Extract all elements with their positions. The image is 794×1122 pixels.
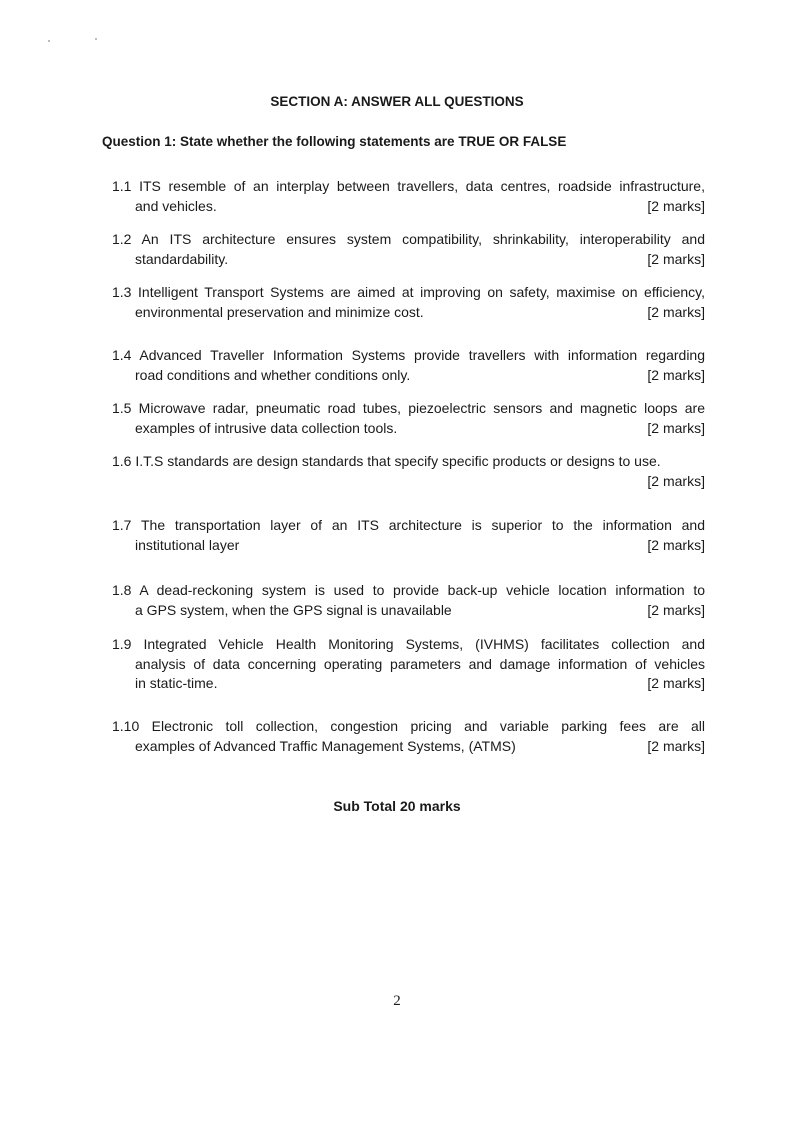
marks-label: [2 marks]: [647, 250, 705, 267]
item-text-line: 1.1 ITS resemble of an interplay between travellers, data centres, roadside infrastructure,: [112, 178, 705, 194]
question-title: Question 1: State whether the following statements are TRUE OR FALSE: [102, 134, 567, 149]
question-item: [112, 452, 705, 491]
item-text-line: 1.6 I.T.S standards are design standards that specify specific products or designs to use.: [112, 453, 661, 469]
item-text-line: standardability.: [135, 250, 229, 267]
question-item: [112, 346, 705, 385]
marks-label: [2 marks]: [647, 472, 705, 489]
marks-label: [2 marks]: [647, 366, 705, 383]
question-item: [112, 635, 705, 694]
question-item: [112, 399, 705, 438]
item-text-line: in static-time.: [135, 675, 218, 691]
question-item: [112, 516, 705, 555]
item-text-line: 1.3 Intelligent Transport Systems are aimed at improving on safety, maximise on efficiency,: [112, 284, 705, 300]
scan-speck: [95, 38, 97, 40]
question-item: [112, 581, 705, 620]
marks-label: [2 marks]: [647, 303, 705, 320]
marks-label: [2 marks]: [647, 737, 705, 754]
item-text-line: examples of Advanced Traffic Management Systems, (ATMS): [135, 737, 516, 754]
scan-speck: [48, 40, 50, 42]
section-title: SECTION A: ANSWER ALL QUESTIONS: [270, 94, 524, 109]
marks-label: [2 marks]: [647, 601, 705, 618]
marks-label: [2 marks]: [647, 197, 705, 214]
marks-label: [2 marks]: [647, 419, 705, 436]
item-text-line: 1.4 Advanced Traveller Information Systems provide travellers with information regarding: [112, 347, 705, 363]
item-text-line: institutional layer: [135, 536, 240, 553]
marks-label: [2 marks]: [647, 536, 705, 553]
item-text-line: 1.7 The transportation layer of an ITS architecture is superior to the information and: [112, 517, 705, 533]
item-text-line: a GPS system, when the GPS signal is unavailable: [135, 601, 452, 618]
item-text-line: analysis of data concerning operating parameters and damage information of vehicles: [135, 655, 705, 672]
question-item: [112, 177, 705, 216]
item-text-line: and vehicles.: [135, 197, 217, 214]
question-item: [112, 717, 705, 756]
item-text-line: road conditions and whether conditions only.: [135, 366, 411, 383]
question-item: [112, 283, 705, 322]
item-text-line: 1.9 Integrated Vehicle Health Monitoring Systems, (IVHMS) facilitates collection and: [112, 636, 705, 652]
item-text-line: examples of intrusive data collection tools.: [135, 419, 398, 436]
item-text-line: environmental preservation and minimize cost.: [135, 303, 424, 320]
marks-label: [2 marks]: [647, 675, 705, 691]
item-text-line: 1.2 An ITS architecture ensures system compatibility, shrinkability, interoperability and: [112, 231, 705, 247]
question-item: [112, 230, 705, 269]
item-text-line: 1.8 A dead-reckoning system is used to provide back-up vehicle location information to: [112, 582, 705, 598]
subtotal: Sub Total 20 marks: [333, 798, 461, 814]
page-number: 2: [393, 993, 401, 1009]
item-text-line: 1.10 Electronic toll collection, congestion pricing and variable parking fees are all: [112, 718, 705, 734]
item-text-line: 1.5 Microwave radar, pneumatic road tubes, piezoelectric sensors and magnetic loops are: [112, 400, 705, 416]
